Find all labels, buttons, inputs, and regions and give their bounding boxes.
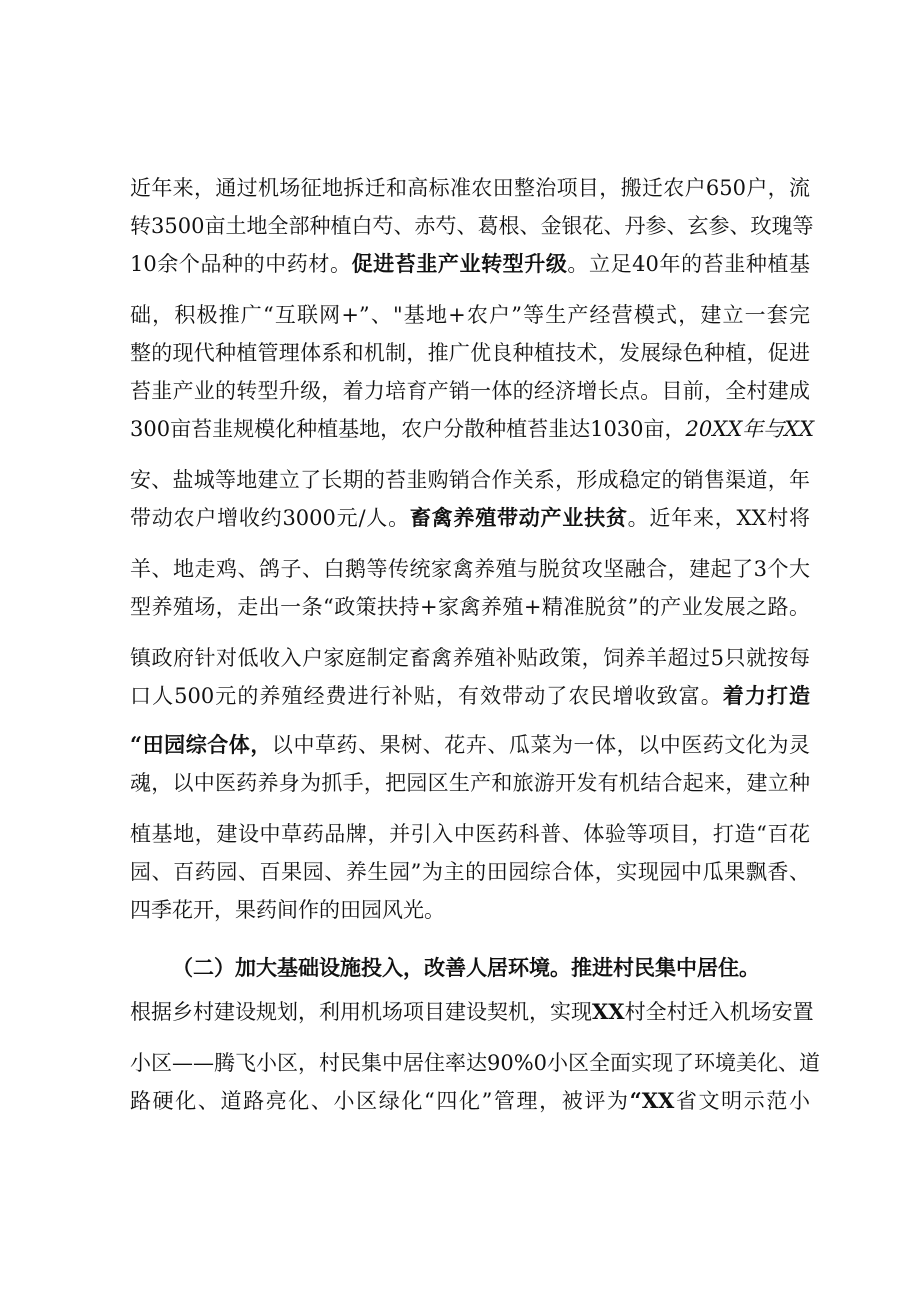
bold-heading: “田园综合体， — [130, 732, 272, 757]
paragraph-2-line-3 — [130, 1043, 821, 1083]
text-span: 植基地，建设中草药品牌，并引入中医药科普、体验等项目，打造“百花 — [130, 822, 810, 846]
bold-span: “XX — [629, 1088, 675, 1113]
text-span: 安、盐城等地建立了长期的苔韭购销合作关系，形成稳定的销售渠道，年 — [130, 468, 810, 492]
text-span: 镇政府针对低收入户家庭制定畜禽养殖补贴政策，饲养羊超过5只就按每 — [130, 646, 810, 670]
text-span: 根据乡村建设规划，利用机场项目建设契机，实现 — [130, 1000, 592, 1024]
paragraph-1-line-14 — [130, 725, 810, 765]
bold-heading: 着力打造 — [722, 683, 810, 708]
text-span: 带动农户增收约3000元/人。 — [130, 506, 410, 530]
paragraph-1-line-10 — [130, 549, 810, 589]
text-span: 羊、地走鸡、鸽子、白鹅等传统家禽养殖与脱贫攻坚融合，建起了3个大 — [130, 557, 810, 581]
paragraph-1-line-7 — [130, 409, 815, 449]
paragraph-1-line-8 — [130, 460, 810, 500]
text-span: 300亩苔韭规模化种植基地，农户分散种植苔韭达1030亩， — [130, 417, 686, 441]
text-span: 省文明示范小 — [674, 1089, 810, 1113]
bold-heading: 促进苔韭产业转型升级 — [351, 251, 568, 276]
text-span: 以中草药、果树、花卉、瓜菜为一体，以中医药文化为灵 — [271, 733, 810, 757]
bold-span: XX — [592, 999, 625, 1024]
paragraph-1-line-11 — [130, 587, 810, 627]
text-span: 园、百药园、百果园、养生园”为主的田园综合体，实现园中瓜果飘香、 — [130, 860, 810, 884]
text-span: 型养殖场，走出一条“政策扶持+家禽养殖+精准脱贫”的产业发展之路。 — [130, 595, 810, 619]
text-span: 整的现代种植管理体系和机制，推广优良种植技术，发展绿色种植，促进 — [130, 341, 810, 365]
paragraph-1-line-3 — [130, 244, 810, 284]
text-span: 转3500亩土地全部种植白芍、赤芍、葛根、金银花、丹参、玄参、玫瑰等 — [130, 214, 814, 238]
text-span: 近年来，通过机场征地拆迁和高标准农田整治项目，搬迁农户650户，流 — [130, 176, 810, 200]
text-span: 10余个品种的中药材。 — [130, 252, 352, 276]
text-span: 础，积极推广“互联网+”、"基地+农户”等生产经营模式，建立一套完 — [130, 303, 810, 327]
paragraph-2-line-2 — [130, 992, 814, 1032]
bold-heading: 畜禽养殖带动产业扶贫 — [409, 505, 628, 530]
section-heading: （二）加大基础设施投入，改善人居环境。推进村民集中居住。 — [172, 955, 760, 980]
paragraph-1-line-15 — [130, 763, 810, 803]
text-span: 口人500元的养殖经费进行补贴，有效带动了农民增收致富。 — [130, 684, 723, 708]
paragraph-2-line-4 — [130, 1081, 810, 1121]
paragraph-1-line-6 — [130, 371, 810, 411]
text-span: 村全村迁入机场安置 — [624, 1000, 814, 1024]
paragraph-1-line-16 — [130, 814, 810, 854]
paragraph-1-line-4 — [130, 295, 810, 335]
text-span: 苔韭产业的转型升级，着力培育产销一体的经济增长点。目前，全村建成 — [130, 379, 810, 403]
paragraph-1-line-2 — [130, 206, 814, 246]
paragraph-1-line-12 — [130, 638, 810, 678]
text-span: 。立足40年的苔韭种植基 — [567, 252, 810, 276]
text-span: 四季花开，果药间作的田园风光。 — [130, 898, 445, 922]
paragraph-1-line-17 — [130, 852, 810, 892]
paragraph-1-line-9 — [130, 498, 810, 538]
italic-span: 20XX年与XX — [685, 417, 815, 441]
section-heading-line — [172, 948, 810, 988]
paragraph-1-line-13 — [130, 676, 810, 716]
paragraph-1-line-1 — [130, 168, 810, 208]
paragraph-1-line-5 — [130, 333, 810, 373]
text-span: 。近年来，XX村将 — [627, 506, 810, 530]
paragraph-1-line-18 — [130, 890, 810, 930]
text-span: 路硬化、道路亮化、小区绿化“四化”管理，被评为 — [130, 1089, 630, 1113]
text-span: 小区——腾飞小区，村民集中居住率达90%0小区全面实现了环境美化、道 — [130, 1051, 821, 1075]
text-span: 魂，以中医药养身为抓手，把园区生产和旅游开发有机结合起来，建立种 — [130, 771, 810, 795]
